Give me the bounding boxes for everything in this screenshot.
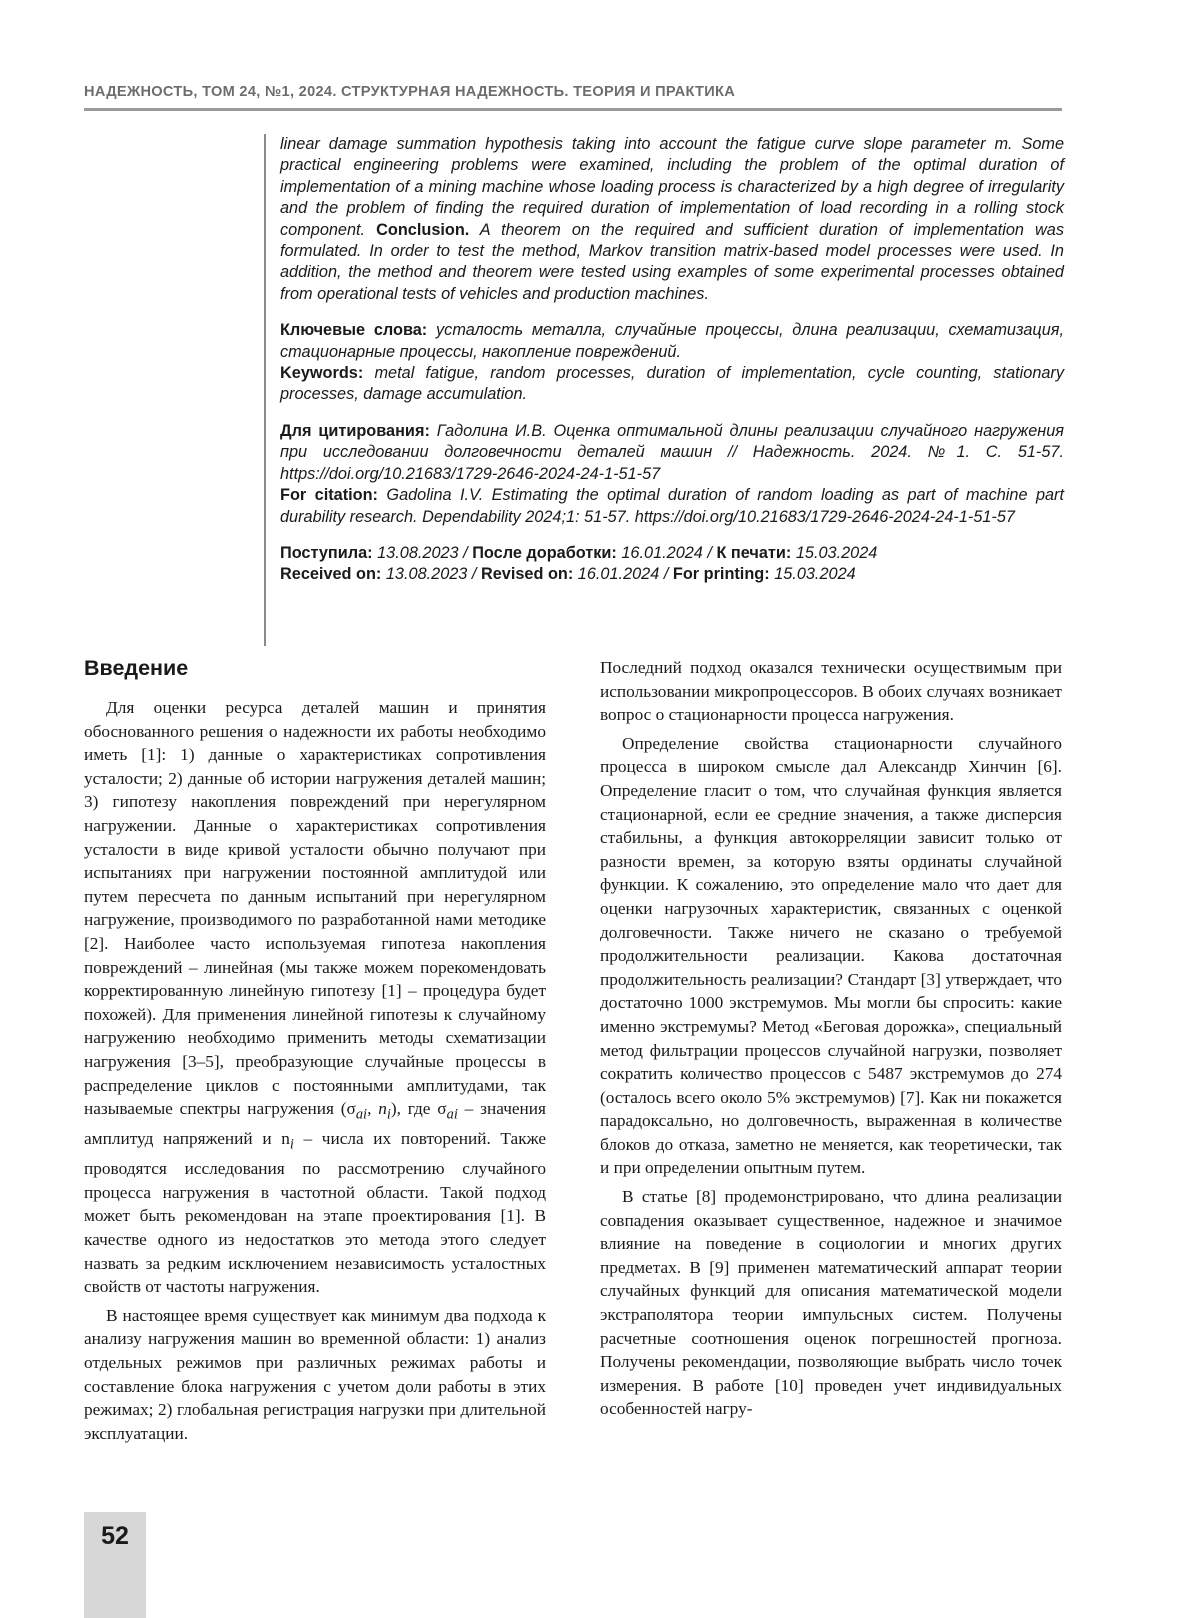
received-en-date: 13.08.2023 <box>385 565 468 584</box>
spacer <box>280 305 1064 320</box>
revised-ru-date: 16.01.2024 <box>621 543 703 562</box>
dates-en <box>280 564 1064 585</box>
body-paragraph: Последний подход оказался технически осуществимым при использовании микропроцессоров. В обоих случаях возникает вопрос о стационарности процесса нагружения. <box>600 658 1062 725</box>
date-separator: / <box>663 565 669 584</box>
running-header: НАДЕЖНОСТЬ, ТОМ 24, №1, 2024. СТРУКТУРНАЯ НАДЕЖНОСТЬ. ТЕОРИЯ И ПРАКТИКА <box>84 84 736 100</box>
stress-pair-open: (σ <box>340 1099 356 1119</box>
print-ru-date: 15.03.2024 <box>795 543 878 562</box>
citation-ru-text: Гадолина И.В. Оценка оптимальной длины реализации случайного нагружения при исследовании долговечности деталей машин // Надежность. 2024. №1. С. 51-57. https://doi.org/10.21683/1729-2646-2024-24-1-51-57 <box>280 421 1064 483</box>
keywords-ru-text: усталость металла, случайные процессы, длина реализации, схематизация, стационарные процессы, накопление повреждений. <box>280 321 1065 361</box>
received-ru-date: 13.08.2023 <box>377 543 459 562</box>
stress-pair-comma: , n <box>367 1099 387 1119</box>
revised-en-label: Revised on: <box>480 565 574 584</box>
print-en-date: 15.03.2024 <box>774 565 856 584</box>
body-paragraph: В статье [8] продемонстрировано, что длина реализации совпадения оказывает существенное, надежное и значимое влияние на поведение в социологии и многих других предметах. В [9] применен математический аппарат теории случайных функций для описания математической модели экстраполятора теории импульсных систем. Получены расчетные соотношения оценок погрешностей прогноза. Получены рекомендации, позволяющие выбрать число точек измерения. В работе [10] проведен учет индивидуальных особенностей нагру- <box>600 1187 1062 1419</box>
keywords-en <box>280 363 1064 406</box>
received-ru-label: Поступила: <box>280 543 373 562</box>
date-separator: / <box>707 543 712 562</box>
page-number: 52 <box>101 1522 129 1550</box>
subscript-i: i <box>386 1106 391 1123</box>
citation-ru-label: Для цитирования: <box>280 421 430 440</box>
citation-en-text: Gadolina I.V. Estimating the optimal duration of random loading as part of machine part durability research. Dependability 2024;1: 51-57. https://doi.org/10.21683/1729-2646-2024-24-1-51-57 <box>280 486 1064 526</box>
page-number-tab <box>84 1512 146 1618</box>
keywords-ru-label: Ключевые слова: <box>280 321 428 340</box>
print-en-label: For printing: <box>672 565 770 584</box>
stress-definition: – значения амплитуд напряжений и n <box>84 1099 546 1149</box>
body-paragraph: В настоящее время существует как минимум два подхода к анализу нагружения машин во временной области: 1) анализ отдельных режимов при различных режимах работы и составление блока нагружения с учетом доли работы в этих режимах; 2) глобальная регистрация нагрузки при длительной эксплуатации. <box>84 1305 546 1443</box>
keywords-en-label: Keywords: <box>280 364 364 383</box>
subscript-i: i <box>289 1136 294 1153</box>
received-en-label: Received on: <box>280 565 382 584</box>
revised-ru-label: После доработки: <box>472 543 617 562</box>
conclusion-label: Conclusion. <box>376 220 470 239</box>
abstract-text-part2: A theorem on the required and sufficient duration of implementation was formulated. In order to test the method, Markov transition matrix-based model processes were used. In addition, the method and theorem were tested using examples of some experimental processes obtained from operational tests of vehicles and production machines. <box>280 220 1064 303</box>
body-paragraph: Определение свойства стационарности случайного процесса в широком смысле дал Александр Хинчин [6]. Определение гласит о том, что случайная функция является стационарной, если ее средние значения, а также дисперсия стабильны, а функция автокорреляции зависит только от разности времен, за которую взяты ординаты случайной функции. К сожалению, это определение мало что дает для оценки нагрузочных характеристик, связанных с оценкой долговечности. Также ничего не сказано о требуемой продолжительности реализации. Какова достаточная продолжительность реализации? Стандарт [3] утверждает, что достаточно 1000 экстремумов. Мы могли бы спросить: какие именно экстремумы? Метод «Беговая дорожка», специальный метод фильтрации процессов случайной нагрузки, позволяет сократить количество процессов с 5487 экстремумов до 274 (осталось всего около 5% экстремумов) [7]. Как ни покажется парадоксально, но долговечность, выраженная в количестве блоков до отказа, заметно не меняется, как теоретически, так и при определении опытным путем. <box>600 733 1062 1178</box>
citation-ru <box>280 421 1064 485</box>
stress-pair-close: ), где σ <box>390 1099 447 1119</box>
spacer <box>280 406 1064 421</box>
body-paragraph <box>84 696 546 1299</box>
spacer <box>280 528 1064 543</box>
dates-ru <box>280 543 1064 564</box>
citation-en <box>280 485 1064 528</box>
abstract-block <box>264 134 1064 646</box>
abstract-paragraph <box>280 134 1064 305</box>
subscript-ai: ai <box>446 1106 458 1123</box>
subscript-ai: ai <box>355 1106 368 1123</box>
header-divider <box>84 108 1062 111</box>
date-separator: / <box>471 565 477 584</box>
revised-en-date: 16.01.2024 <box>577 565 660 584</box>
keywords-ru <box>280 320 1064 363</box>
intro-p1-tail: – числа их повторений. Также проводятся исследования по рассмотрению случайного процесса нагружения в частотной области. Такой подход может быть рекомендован на этапе проектирования [1]. В качестве одного из недостатков это метода этого следует назвать за редким исключением независимость усталостных свойств от частоты нагружения. <box>84 1129 546 1297</box>
abstract-text-part1: linear damage summation hypothesis taking into account the fatigue curve slope parameter m. Some practical engineering problems were examined, including the problem of the optimal duration of implementation of a mining machine whose loading process is characterized by a high degree of irregularity and the problem of finding the required duration of implementation of load recording in a rolling stock component. <box>280 135 1064 239</box>
date-separator: / <box>463 543 468 562</box>
left-column <box>84 696 546 1450</box>
print-ru-label: К печати: <box>716 543 792 562</box>
citation-en-label: For citation: <box>280 486 378 505</box>
keywords-en-text: metal fatigue, random processes, duration of implementation, cycle counting, stationary processes, damage accumulation. <box>280 364 1064 404</box>
abstract-content <box>280 134 1064 586</box>
section-title-introduction: Введение <box>84 656 189 680</box>
right-column <box>600 656 1062 1426</box>
intro-p1-text: Для оценки ресурса деталей машин и принятия обоснованного решения о надежности их работы необходимо иметь [1]: 1) данные о характеристиках сопротивления усталости; 2) данные об истории нагружения деталей машин; 3) гипотезу накопления повреждений при нерегулярном нагружении. Данные о характеристиках сопротивления усталости в виде кривой усталости обычно получают при испытаниях при нагружении постоянной амплитудой или путем пересчета по данным испытаний при нерегулярном нагружение, производимого по разработанной нами методике [2]. Наиболее часто используемая гипотеза накопления повреждений – линейная (мы также можем порекомендовать корректированную линейную гипотезу [1] – процедура будет похожей). Для применения линейной гипотезы к случайному нагружению необходимо применить методы схематизации нагружения [3–5], преобразующие случайные процессы в распределение циклов с постоянными амплитудами, так называемые спектры нагружения <box>84 698 546 1119</box>
